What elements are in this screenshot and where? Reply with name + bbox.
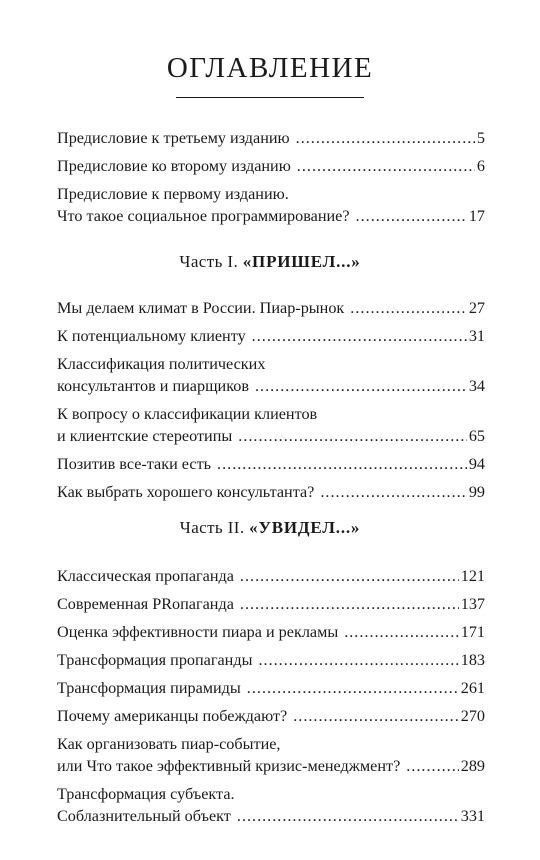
title-divider	[176, 97, 364, 98]
toc-entry	[57, 733, 485, 777]
toc-entry	[57, 325, 485, 347]
dot-leader	[238, 425, 467, 447]
toc-entry-line	[57, 205, 485, 227]
page-number: 99	[468, 483, 485, 501]
toc-entry-title: Что такое социальное программирование?	[57, 207, 350, 225]
toc-entry-line	[57, 325, 485, 347]
toc-entry-line	[57, 755, 485, 777]
toc-entry-line	[57, 677, 485, 699]
dot-leader	[240, 593, 459, 615]
toc-entry-line	[57, 783, 485, 805]
page-title: ОГЛАВЛЕНИЕ	[166, 52, 374, 84]
part-heading-2	[0, 518, 540, 538]
dot-leader	[255, 375, 467, 397]
page-number: 183	[460, 651, 485, 669]
dot-leader	[350, 297, 467, 319]
toc-entry	[57, 127, 485, 149]
toc-entry-line	[57, 733, 485, 755]
page-number: 31	[468, 327, 485, 345]
page-number: 17	[468, 207, 485, 225]
page-number: 6	[476, 157, 485, 175]
toc-entry-title: Соблазнительный объект	[57, 807, 231, 825]
toc-entry	[57, 705, 485, 727]
toc-entry-line	[57, 183, 485, 205]
toc-entry-line	[57, 403, 485, 425]
toc-entry	[57, 155, 485, 177]
dot-leader	[247, 677, 459, 699]
toc-entry-title: и клиентские стереотипы	[57, 427, 233, 445]
toc-entry-line	[57, 453, 485, 475]
toc-entry-title: Классическая пропаганда	[57, 567, 234, 585]
toc-entry-line	[57, 593, 485, 615]
dot-leader	[252, 325, 467, 347]
toc-entry	[57, 481, 485, 503]
part-name: «ПРИШЕЛ...»	[242, 252, 361, 271]
page-number: 261	[460, 679, 485, 697]
toc-entry-title: К потенциальному клиенту	[57, 327, 246, 345]
dot-leader	[320, 481, 466, 503]
toc-entry-title: Трансформация пирамиды	[57, 679, 241, 697]
toc-entry-line	[57, 155, 485, 177]
toc-entry	[57, 565, 485, 587]
toc-entry	[57, 297, 485, 319]
dot-leader	[356, 205, 467, 227]
toc-entry-line	[57, 375, 485, 397]
toc-entry	[57, 353, 485, 397]
toc-entry-line	[57, 425, 485, 447]
toc-entry	[57, 593, 485, 615]
toc-entry-line	[57, 705, 485, 727]
dot-leader	[406, 755, 458, 777]
toc-entry	[57, 649, 485, 671]
toc-entry-line	[57, 297, 485, 319]
toc-entry-title: Предисловие ко второму изданию	[57, 157, 291, 175]
toc-entry	[57, 183, 485, 227]
toc-entry-title: Предисловие к третьему изданию	[57, 129, 290, 147]
page-number: 5	[476, 129, 485, 147]
page-number: 137	[460, 595, 485, 613]
page-number: 171	[460, 623, 485, 641]
toc-entry-title: или Что такое эффективный кризис-менеджмент?	[57, 757, 401, 775]
toc-entry-title: Трансформация пропаганды	[57, 651, 253, 669]
dot-leader	[296, 127, 475, 149]
page-number: 65	[468, 427, 485, 445]
toc-entry	[57, 403, 485, 447]
page-number: 270	[460, 707, 485, 725]
page-number: 121	[460, 567, 485, 585]
toc-entry-title: Трансформация субъекта.	[57, 785, 235, 803]
toc-entry-title: Как выбрать хорошего консультанта?	[57, 483, 315, 501]
page-number: 289	[460, 757, 485, 775]
dot-leader	[344, 621, 459, 643]
dot-leader	[258, 649, 458, 671]
toc-entry	[57, 677, 485, 699]
toc-entry-title: Позитив все-таки есть	[57, 455, 212, 473]
toc-entry-title: Оценка эффективности пиара и рекламы	[57, 623, 339, 641]
part-label: Часть I.	[179, 252, 239, 271]
dot-leader	[217, 453, 467, 475]
toc-group-part-1	[57, 297, 485, 509]
toc-entry-line	[57, 621, 485, 643]
toc-entry	[57, 783, 485, 827]
page-number: 94	[468, 455, 485, 473]
part-label: Часть II.	[179, 518, 245, 537]
toc-entry-title: консультантов и пиарщиков	[57, 377, 249, 395]
toc-entry	[57, 621, 485, 643]
dot-leader	[237, 805, 459, 827]
page-number: 27	[468, 299, 485, 317]
dot-leader	[297, 155, 475, 177]
toc-entry	[57, 453, 485, 475]
dot-leader	[240, 565, 459, 587]
toc-entry-title: Классификация политических	[57, 355, 266, 373]
toc-entry-line	[57, 649, 485, 671]
toc-entry-line	[57, 353, 485, 375]
toc-group-preface	[57, 127, 485, 233]
toc-entry-title: Современная PRопаганда	[57, 595, 234, 613]
toc-group-part-2	[57, 565, 485, 833]
toc-entry-title: Предисловие к первому изданию.	[57, 185, 289, 203]
part-name: «УВИДЕЛ...»	[249, 518, 361, 537]
dot-leader	[293, 705, 459, 727]
toc-entry-line	[57, 127, 485, 149]
toc-entry-title: Мы делаем климат в России. Пиар-рынок	[57, 299, 345, 317]
toc-entry-title: К вопросу о классификации клиентов	[57, 405, 318, 423]
page-number: 331	[460, 807, 485, 825]
toc-entry-title: Почему американцы побеждают?	[57, 707, 288, 725]
toc-entry-line	[57, 481, 485, 503]
toc-entry-title: Как организовать пиар-событие,	[57, 735, 281, 753]
page-number: 34	[468, 377, 485, 395]
toc-entry-line	[57, 565, 485, 587]
toc-entry-line	[57, 805, 485, 827]
part-heading-1	[0, 252, 540, 272]
